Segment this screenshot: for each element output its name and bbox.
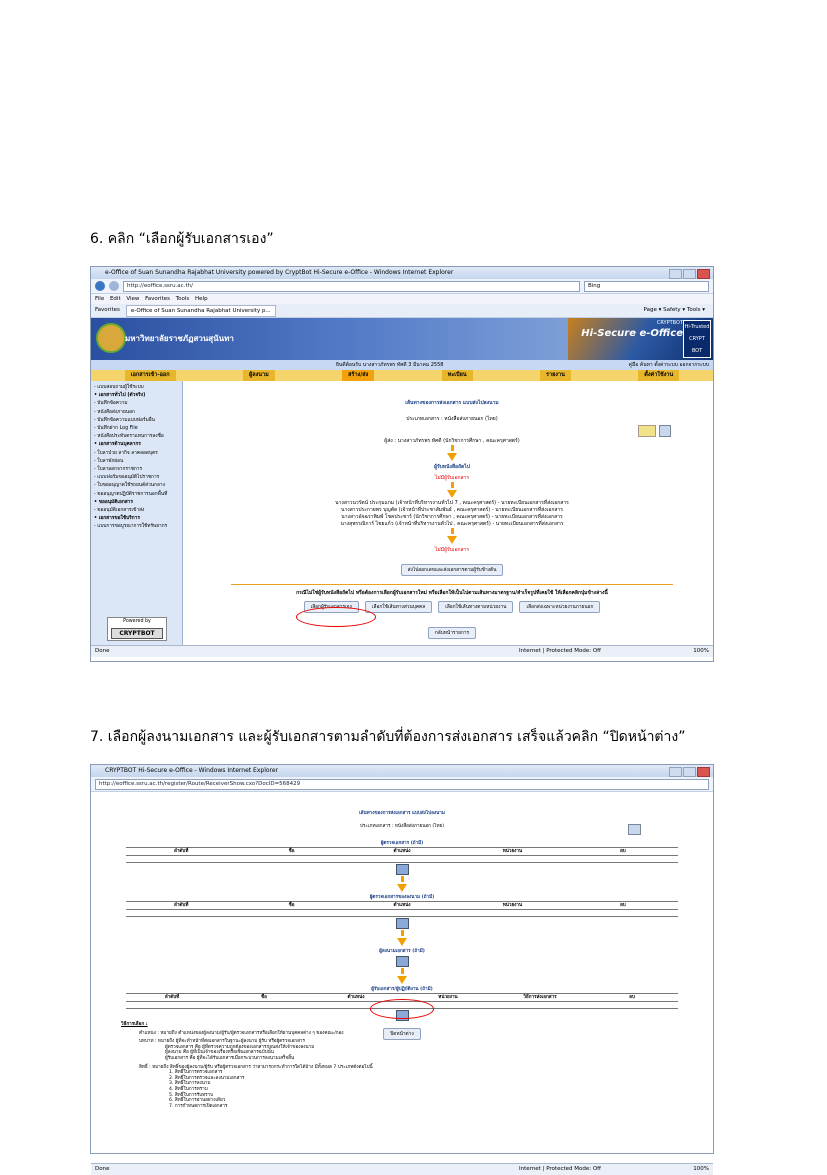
tools-menu[interactable]: Page ▾ Safety ▾ Tools ▾	[643, 307, 705, 313]
zone-text: Internet | Protected Mode: Off	[519, 648, 601, 654]
print-icon[interactable]	[628, 824, 641, 835]
legend-line: 3. สิทธิ์ในการลงนาม	[169, 1081, 211, 1087]
zoom-level[interactable]: 100%	[693, 648, 709, 654]
favorites-button[interactable]: Favorites	[95, 307, 120, 313]
highlight-circle	[370, 999, 434, 1019]
cryptbot-logo: CRYPTBOT	[111, 628, 163, 639]
nav-register[interactable]: ทะเบียน	[442, 370, 473, 381]
add-person-icon[interactable]	[396, 956, 409, 967]
col-order: ลำดับที่	[174, 849, 189, 854]
brand-logo	[568, 318, 713, 360]
sidebar-item[interactable]: - หนังสือประทับตราแทนการลงชื่อ	[94, 434, 164, 440]
route-title: เส้นทางของการส่งเอกสาร แบบส่งไปลงนาม	[405, 400, 499, 406]
add-person-icon[interactable]	[396, 864, 409, 875]
sidebar-item[interactable]: - แบบการขอบูรณาการใช้ทรัพยากร	[94, 524, 168, 530]
minimize-button[interactable]	[669, 767, 682, 777]
minimize-button[interactable]	[669, 269, 682, 279]
back-icon[interactable]	[95, 281, 105, 291]
brand-box: Hi-Trusted CRYPT BOT	[683, 320, 711, 358]
main-nav	[91, 370, 713, 381]
user-bar	[91, 360, 713, 370]
section-receiver: ผู้รับเอกสาร/ผู้ปฏิบัติงาน (ถ้ามี)	[371, 987, 433, 992]
legend-line: ตำแหน่ง : หมายถึง ตำแหน่งของผู้ลงนาม/ผู้รับ/ผู้ตรวจเอกสารหรือเลือกให้ผ่านบุคคลต่าง ๆ ของคณะ/กอง	[139, 1030, 344, 1036]
window-title: CRYPTBOT Hi-Secure e-Office - Windows Internet Explorer	[105, 767, 279, 774]
site-banner	[91, 318, 713, 360]
sidebar-item[interactable]: • ขออนุมัติเอกสาร	[94, 499, 133, 505]
url-input[interactable]: http://eoffice.ssru.ac.th/	[123, 281, 580, 292]
add-person-icon[interactable]	[396, 918, 409, 929]
legend-block	[121, 1022, 659, 1109]
sidebar-item[interactable]: - ใบลาออกจากราชการ	[94, 467, 143, 473]
flow-arrow-stem	[451, 482, 454, 488]
sidebar-item[interactable]: • เอกสารทั่วไป (ตัวจริง)	[94, 393, 146, 399]
sidebar-item[interactable]: - ขออนุมัติเอกสารเข้าส่ง	[94, 508, 145, 514]
person-row: นางสุพรรณิการ์ ไชยแก้ว (เจ้าหน้าที่บริหารงานทั่วไป , คณะครุศาสตร์) - นายทะเบียนเอกสารที่ส่งเอกสาร	[340, 521, 564, 527]
flow-arrow-icon	[447, 453, 457, 461]
brand-small: CRYPTBOT	[656, 320, 683, 326]
window-titlebar	[91, 267, 713, 279]
close-button[interactable]	[697, 767, 710, 777]
forward-icon[interactable]	[109, 281, 119, 291]
external-route-button[interactable]: เลือกส่งเฉพาะหน่วยงานภายนอก	[519, 601, 600, 613]
col-name: ชื่อ	[288, 903, 295, 908]
top-actions[interactable]: คู่มือ ค้นหา ตั้งค่าระบบ ออกจากระบบ	[628, 362, 709, 368]
col-name: ชื่อ	[288, 849, 295, 854]
personal-route-button[interactable]: เลือกใช้เส้นทางส่วนบุคคล	[365, 601, 432, 613]
university-logo	[96, 323, 126, 353]
route-icon[interactable]	[638, 425, 656, 437]
col-name: ชื่อ	[261, 995, 267, 1000]
status-bar	[91, 1163, 713, 1175]
col-delete: ลบ	[619, 903, 626, 908]
legend-line: ผู้รับเอกสาร คือ ผู้ที่จะได้รับเอกสารเมื่อกระบวนการลงนามเสร็จสิ้น	[165, 1055, 295, 1061]
browser-tab[interactable]: e-Office of Suan Sunandha Rajabhat University p...	[126, 305, 276, 317]
flow-arrow-stem	[451, 445, 454, 451]
back-to-list-button[interactable]: กลับหน้ารายการ	[428, 627, 476, 639]
person-row: นางสาวนวรัตน์ ประกุมแกม (เจ้าหน้าที่บริหารงานทั่วไป 7 , คณะครุศาสตร์) - นายทะเบียนเอกสารที่ส่งเอกสาร	[335, 500, 569, 506]
address-bar	[91, 777, 713, 792]
legend-line: 5. สิทธิ์ในการรับทราบ	[169, 1092, 214, 1098]
status-text: Done	[95, 1166, 110, 1172]
legend-line: 4. สิทธิ์ในการทราบ	[169, 1086, 208, 1092]
col-order: ลำดับที่	[174, 903, 189, 908]
step7-instruction: 7. เลือกผู้ลงนามเอกสาร และผู้รับเอกสารตามลำดับที่ต้องการส่งเอกสาร เสร็จแล้วคลิก “ปิดหน้าต่าง”	[90, 729, 686, 745]
legend-line: 7. การกำหนดการเปิดเอกสาร	[169, 1103, 228, 1109]
section-sign-reviewer: ผู้ตรวจเอกสารของลงนาม (ถ้ามี)	[369, 895, 435, 900]
col-order: ลำดับที่	[164, 995, 180, 1000]
col-position: ตำแหน่ง	[347, 995, 365, 1000]
no-recipient-text: ไม่มีผู้รับเอกสาร	[434, 475, 470, 481]
window-title: e-Office of Suan Sunandha Rajabhat University powered by CryptBot Hi-Secure e-Office - Windows Internet Explorer	[105, 269, 454, 276]
sidebar-item[interactable]: - บันทึกฝาก Log File	[94, 426, 138, 432]
status-bar	[91, 645, 713, 657]
menu-bar[interactable]: File Edit View Favorites Tools Help	[91, 294, 713, 304]
nav-create[interactable]: สร้าง/ส่ง	[342, 370, 374, 381]
legend-line: 2. สิทธิ์ในการตรวจและลงนามเอกสาร	[169, 1075, 245, 1081]
legend-line: บทบาท : หมายถึง ผู้ที่จะทำหน้าที่ต่อเอกสารในฐานะผู้ลงนาม ผู้รับ หรือผู้ตรวจเอกสาร	[139, 1039, 305, 1045]
sidebar-item[interactable]: - ใบลาพักผ่อน	[94, 458, 124, 464]
status-text: Done	[95, 648, 110, 654]
screenshot-eoffice-main	[90, 266, 714, 662]
unit-route-button[interactable]: เลือกใช้เส้นทางตามหน่วยงาน	[438, 601, 513, 613]
zoom-level[interactable]: 100%	[693, 1166, 709, 1172]
address-bar	[91, 279, 713, 294]
highlight-circle	[296, 607, 376, 627]
legend-line: ผู้ตรวจเอกสาร คือ ผู้ที่ตรวจความถูกต้องของเอกสารก่อนส่งให้เจ้าของลงนาม	[165, 1044, 315, 1050]
zone-text: Internet | Protected Mode: Off	[519, 1166, 601, 1172]
table-header	[126, 847, 678, 856]
col-unit: หน่วยงาน	[438, 995, 458, 1000]
table-row	[126, 910, 678, 917]
nav-report[interactable]: รายงาน	[540, 370, 571, 381]
person-row: นางสาวอัจฉราพิมพ์ โชคประชาร์ (นักวิชาการศึกษา , คณะครุศาสตร์) - นายทะเบียนเอกสารที่ส่งเอกสาร	[341, 514, 563, 520]
sidebar	[91, 381, 183, 645]
maximize-button[interactable]	[683, 767, 696, 777]
flow-arrow-stem	[451, 528, 454, 534]
next-recipient-title: ผู้รับหนังสือถัดไป	[434, 464, 470, 470]
nav-settings[interactable]: ตั้งค่าใช้งาน	[638, 370, 679, 381]
print-icon[interactable]	[659, 425, 671, 437]
doc-type: ประเภทเอกสาร : หนังสือส่งภายนอก (ไทย)	[360, 824, 444, 829]
select-receiver-button[interactable]: เลือกผู้รับเอกสารเอง	[304, 601, 359, 613]
col-unit: หน่วยงาน	[502, 849, 523, 854]
sidebar-item[interactable]: - บันทึกข้อความ	[94, 401, 128, 407]
no-receiver-text: ไม่มีผู้รับเอกสาร	[434, 547, 470, 553]
flow-arrow-icon	[447, 490, 457, 498]
legend-title: วิธีการเลือก :	[121, 1022, 148, 1027]
favorites-bar	[91, 304, 713, 318]
route-panel	[191, 381, 713, 645]
sidebar-item[interactable]: - หนังสือส่งภายนอก	[94, 409, 135, 415]
sidebar-item[interactable]: • เอกสารด้านบุคลากร	[94, 442, 141, 448]
doc-type: ประเภทเอกสาร : หนังสือส่งภายนอก (ไทย)	[406, 416, 498, 422]
sidebar-item[interactable]: - แบบสอบถามผู้ใช้ระบบ	[94, 385, 144, 390]
legend-line: ผู้ลงนาม คือ ผู้ที่เป็นเจ้าของเรื่องหรือเซ็นเอกสารฉบับนั้น	[165, 1050, 274, 1056]
nav-signer[interactable]: ผู้ลงนาม	[243, 370, 275, 381]
col-method: วิธีการส่งเอกสาร	[523, 995, 557, 1000]
flow-arrow-stem	[401, 968, 404, 974]
choose-note: กรณีไม่ใช่ผู้รับหนังสือถัดไป หรือต้องการเลือกผู้รับเอกสารใหม่ หรือเลือกให้เป็นไปตามเส้นทางมาตรฐาน/สำเร็จรูปที่เคยใช้ ให้เลือกคลิกปุ่มข้างล่างนี้	[296, 590, 608, 596]
flow-arrow-stem	[401, 876, 404, 882]
step6-instruction: 6. คลิก “เลือกผู้รับเอกสารเอง”	[90, 231, 274, 247]
nav-inout[interactable]: เอกสารเข้า-ออก	[125, 370, 176, 381]
flow-arrow-icon	[397, 976, 407, 984]
flow-arrow-stem	[401, 930, 404, 936]
maximize-button[interactable]	[683, 269, 696, 279]
sidebar-item[interactable]: • เอกสารขอใช้บริการ	[94, 516, 140, 522]
powered-by-box	[107, 617, 167, 641]
person-row: นางสาวประกายพร บุญตัด (เจ้าหน้าที่ประชาสัมพันธ์ , คณะครุศาสตร์) - นายทะเบียนเอกสารที่ส่งเอกสาร	[341, 507, 563, 513]
section-reviewer: ผู้ตรวจเอกสาร (ถ้ามี)	[380, 841, 424, 846]
window-titlebar	[91, 765, 713, 777]
close-button[interactable]	[697, 269, 710, 279]
table-row	[126, 856, 678, 863]
route-title: เส้นทางของการส่งเอกสาร แบบส่งไปลงนาม	[359, 811, 445, 816]
flow-arrow-icon	[447, 536, 457, 544]
sidebar-item[interactable]: - ใบขออนุญาตใช้รถยนต์ส่วนกลาง	[94, 483, 165, 489]
col-unit: หน่วยงาน	[502, 903, 523, 908]
col-delete: ลบ	[619, 849, 626, 854]
sidebar-item[interactable]: - ใบลาป่วย ลากิจ ลาคลอดบุตร	[94, 450, 158, 456]
section-signer: ผู้ลงนามเอกสาร (ถ้ามี)	[379, 949, 425, 954]
brand-name: Hi-Secure e-Office	[581, 328, 683, 339]
welcome-text: ยินดีต้อนรับ นางสาวภัทรพร ทัศดี 3 มีนาคม 2558	[336, 362, 444, 368]
sidebar-item[interactable]: - แบบฟอร์มขออนุมัติไปราชการ	[94, 475, 160, 481]
flow-arrow-icon	[397, 884, 407, 892]
close-window-button[interactable]: ปิดหน้าต่าง	[383, 1028, 420, 1040]
url-input[interactable]: http://eoffice.ssru.ac.th/register/Route/ReceiverShow.cxo?DocID=568429	[95, 779, 709, 790]
university-name: มหาวิทยาลัยราชภัฏสวนสุนันทา	[125, 334, 234, 343]
sidebar-item[interactable]: - ขออนุญาตปฏิบัติราชการนอกพื้นที่	[94, 491, 168, 497]
screenshot-route-window	[90, 764, 714, 1172]
legend-line: 1. สิทธิ์ในการตรวจเอกสาร	[169, 1070, 223, 1076]
sidebar-item[interactable]: - บันทึกข้อความแบบฟอร์มอื่น	[94, 417, 155, 423]
col-position: ตำแหน่ง	[393, 903, 411, 908]
powered-by-label: Powered by	[123, 619, 151, 624]
table-header	[126, 901, 678, 910]
search-input[interactable]: Bing	[584, 281, 709, 292]
col-delete: ลบ	[629, 995, 635, 1000]
legend-line: สิทธิ์ : หมายถึง สิทธิ์ของผู้ลงนาม/ผู้รับ หรือผู้ตรวจเอกสาร ว่าสามารถกระทำการใดได้บ้าง มีทั้งหมด 7 ประเภทดังต่อไปนี้	[139, 1064, 373, 1070]
send-button[interactable]: ส่งไปออกเลขและส่งเอกสารตามผู้รับข้างต้น	[401, 564, 504, 576]
sender: ผู้ส่ง : นางสาวภัทรพร ทัศดี (นักวิชาการศึกษา , คณะครุศาสตร์)	[384, 438, 520, 444]
legend-line: 6. สิทธิ์ในการอ่านอย่างเดียว	[169, 1098, 226, 1104]
flow-arrow-icon	[397, 938, 407, 946]
col-position: ตำแหน่ง	[393, 849, 411, 854]
